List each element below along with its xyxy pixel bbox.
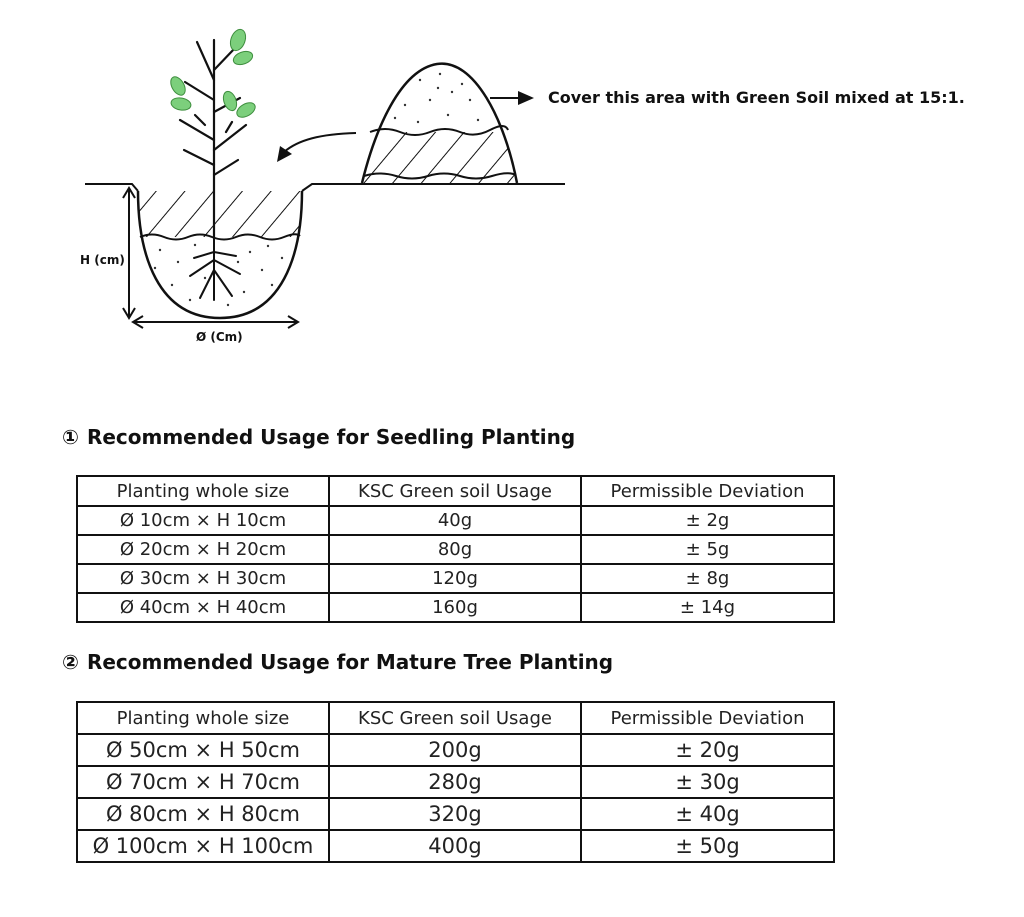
section1-number: ① (62, 425, 79, 449)
cell-planting-size: Ø 20cm × H 20cm (77, 535, 329, 564)
cell-soil-usage: 120g (329, 564, 581, 593)
section2-title-text: Recommended Usage for Mature Tree Planting (86, 650, 614, 674)
header-planting-size: Planting whole size (77, 476, 329, 506)
table-row (77, 734, 834, 766)
table-row (77, 798, 834, 830)
cell-planting-size: Ø 40cm × H 40cm (77, 593, 329, 622)
cell-planting-size: Ø 80cm × H 80cm (77, 798, 329, 830)
cell-deviation: ± 14g (581, 593, 834, 622)
cell-soil-usage: 200g (329, 734, 581, 766)
callout-text: Cover this area with Green Soil mixed at 15:1. (548, 88, 965, 107)
table-row (77, 506, 834, 535)
cell-deviation: ± 50g (581, 830, 834, 862)
planting-pit (130, 191, 310, 306)
cell-soil-usage: 320g (329, 798, 581, 830)
section2-title (62, 650, 613, 674)
diameter-label: Ø (Cm) (196, 330, 243, 344)
header-soil-usage: KSC Green soil Usage (329, 476, 581, 506)
ground-line (85, 184, 565, 191)
cell-planting-size: Ø 10cm × H 10cm (77, 506, 329, 535)
section1-title-text: Recommended Usage for Seedling Planting (86, 425, 576, 449)
table-row (77, 535, 834, 564)
table-header-row (77, 702, 834, 734)
section1-title (62, 425, 575, 449)
cell-deviation: ± 5g (581, 535, 834, 564)
table-row (77, 766, 834, 798)
cell-soil-usage: 280g (329, 766, 581, 798)
seedling-usage-table (76, 475, 835, 623)
table-row (77, 830, 834, 862)
cell-deviation: ± 20g (581, 734, 834, 766)
cell-planting-size: Ø 30cm × H 30cm (77, 564, 329, 593)
cell-soil-usage: 80g (329, 535, 581, 564)
cell-deviation: ± 40g (581, 798, 834, 830)
cell-soil-usage: 40g (329, 506, 581, 535)
mature-tree-usage-table (76, 701, 835, 863)
planting-diagram (0, 0, 1024, 400)
cell-planting-size: Ø 100cm × H 100cm (77, 830, 329, 862)
cell-deviation: ± 8g (581, 564, 834, 593)
header-deviation: Permissible Deviation (581, 702, 834, 734)
height-label: H (cm) (80, 253, 125, 267)
header-deviation: Permissible Deviation (581, 476, 834, 506)
leaves (168, 27, 258, 120)
transfer-arrow (284, 133, 356, 152)
header-planting-size: Planting whole size (77, 702, 329, 734)
roots (190, 238, 240, 300)
header-soil-usage: KSC Green soil Usage (329, 702, 581, 734)
cell-soil-usage: 400g (329, 830, 581, 862)
cell-planting-size: Ø 50cm × H 50cm (77, 734, 329, 766)
table-header-row (77, 476, 834, 506)
cell-soil-usage: 160g (329, 593, 581, 622)
table-row (77, 593, 834, 622)
table-row (77, 564, 834, 593)
section2-number: ② (62, 650, 79, 674)
cell-deviation: ± 2g (581, 506, 834, 535)
cell-deviation: ± 30g (581, 766, 834, 798)
cell-planting-size: Ø 70cm × H 70cm (77, 766, 329, 798)
